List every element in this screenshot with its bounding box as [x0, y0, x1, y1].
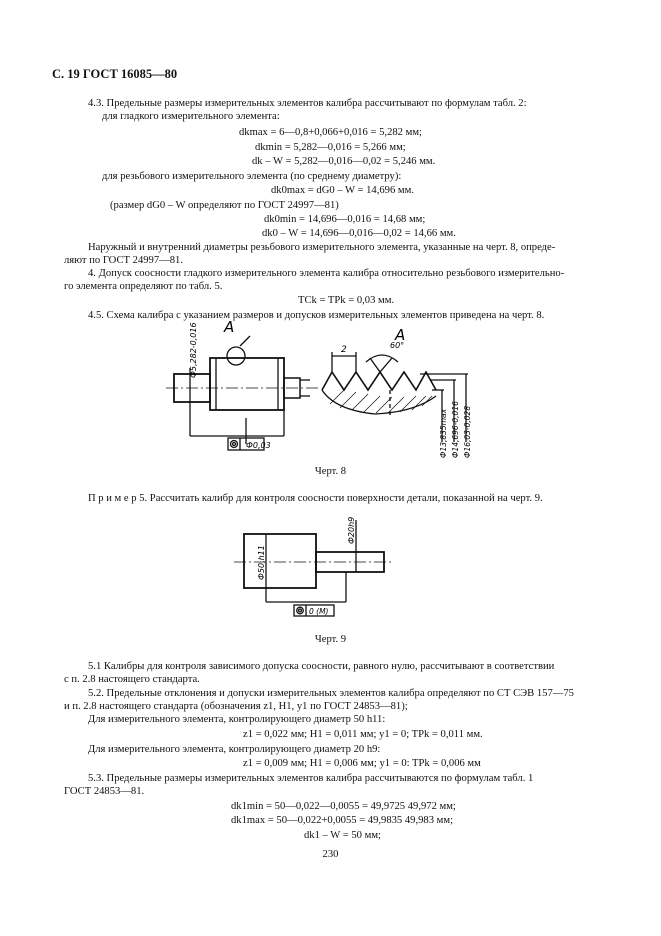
paragraph-line: 4.5. Схема калибра с указанием размеров и допусков измерительных элементов приведена на черт. 8. — [88, 310, 545, 321]
paragraph-line: для гладкого измерительного элемента: — [102, 111, 280, 122]
tolerance-frame-label: Ф0,03 — [246, 441, 271, 450]
paragraph-line: ГОСТ 24853—81. — [64, 786, 145, 797]
drawing-8 — [160, 318, 500, 460]
formula: dk0 – W = 14,696—0,016—0,02 = 14,66 мм. — [262, 228, 456, 239]
formula: dk0max = dG0 – W = 14,696 мм. — [271, 185, 414, 196]
example-5-line: П р и м е р 5. Рассчитать калибр для контроля соосности поверхности детали, показанной на черт. 9. — [88, 493, 543, 504]
figure-8-caption: Черт. 8 — [314, 466, 347, 477]
pitch-label: 2 — [341, 345, 347, 355]
page-header: С. 19 ГОСТ 16085—80 — [52, 67, 178, 81]
view-a-label: А — [224, 318, 235, 336]
formula: dkmax = 6—0,8+0,066+0,016 = 5,282 мм; — [239, 127, 422, 138]
paragraph-line: 4. Допуск соосности гладкого измерительного элемента калибра относительно резьбового измерительно- — [88, 268, 565, 279]
paragraph-line: 4.3. Предельные размеры измерительных элементов калибра рассчитывают по формулам табл. 2: — [88, 98, 527, 109]
dim-d20-label: Ф20h9 — [347, 516, 356, 544]
figure-9-caption: Черт. 9 — [314, 634, 347, 645]
dim-d-min: Ф13,835max — [439, 408, 448, 458]
page-number: 230 — [322, 849, 339, 860]
paragraph-line: (размер dG0 – W определяют по ГОСТ 24997—81) — [110, 200, 339, 211]
paragraph-line: Для измерительного элемента, контролирующего диаметр 50 h11: — [88, 714, 386, 725]
dim-d1-label: Ф5,282-0,016 — [189, 322, 198, 378]
formula: dk1 – W = 50 мм; — [304, 830, 381, 841]
paragraph-line: ляют по ГОСТ 24997—81. — [64, 255, 183, 266]
drawing-9 — [228, 508, 418, 620]
paragraph-line: го элемента определяют по табл. 5. — [64, 281, 223, 292]
formula: dk0min = 14,696—0,016 = 14,68 мм; — [264, 214, 426, 225]
formula: dk1min = 50—0,022—0,0055 = 49,9725 49,972 мм; — [231, 801, 456, 812]
angle-label: 60° — [390, 341, 405, 350]
dim-d-max: Ф16,03-0,028 — [463, 405, 472, 458]
formula: dk1max = 50—0,022+0,0055 = 49,9835 49,983 мм; — [231, 815, 454, 826]
formula: dk – W = 5,282—0,016—0,02 = 5,246 мм. — [252, 156, 436, 167]
paragraph-line: 5.3. Предельные размеры измерительных элементов калибра рассчитываются по формулам табл. 1 — [88, 773, 534, 784]
paragraph-line: Наружный и внутренний диаметры резьбового измерительного элемента, указанные на черт. 8, опреде- — [88, 242, 556, 253]
paragraph-line: 5.1 Калибры для контроля зависимого допуска соосности, равного нулю, рассчитывают в соответствии — [88, 661, 555, 672]
dim-d-mid: Ф14,696-0,016 — [451, 401, 460, 458]
formula: dkmin = 5,282—0,016 = 5,266 мм; — [255, 142, 406, 153]
formula: z1 = 0,009 мм; H1 = 0,006 мм; y1 = 0: TPk = 0,006 мм — [243, 758, 481, 769]
paragraph-line: с п. 2.8 настоящего стандарта. — [64, 674, 200, 685]
dim-d50-label: Ф50,h11 — [257, 545, 266, 580]
paragraph-line: Для измерительного элемента, контролирующего диаметр 20 h9: — [88, 744, 381, 755]
paragraph-line: и п. 2.8 настоящего стандарта (обозначения z1, H1, y1 по ГОСТ 24853—81); — [64, 701, 408, 712]
view-a-title: А — [395, 326, 406, 344]
tolerance-frame-label: 0 (M) — [309, 607, 329, 616]
paragraph-line: 5.2. Предельные отклонения и допуски измерительных элементов калибра определяют по СТ СЭВ 157—75 — [88, 688, 574, 699]
formula: z1 = 0,022 мм; H1 = 0,011 мм; y1 = 0; TPk = 0,011 мм. — [243, 729, 483, 740]
formula: TCk = TPk = 0,03 мм. — [298, 295, 395, 306]
paragraph-line: для резьбового измерительного элемента (по среднему диаметру): — [102, 171, 402, 182]
